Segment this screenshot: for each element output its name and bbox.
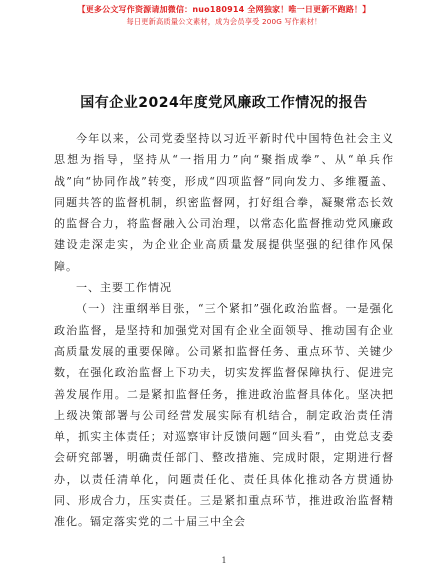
document-title: 国有企业2024年度党风廉政工作情况的报告	[80, 95, 368, 111]
promo-banner	[0, 4, 448, 27]
document-body	[54, 128, 394, 533]
promo-banner-line2: 每日更新高质量公文素材，成为会员享受 200G 写作素材！	[126, 17, 322, 26]
section-heading: 一、主要工作情况	[76, 281, 172, 295]
body-paragraph: （一）注重纲举目张，“三个紧扣”强化政治监督。一是强化政治监督，是坚持和加强党对国有企业全面领导、推动国有企业高质量发展的重要保障。公司紧扣监督任务、重点环节、关键少数，在强化政治监督上下功夫，切实发挥监督保障执行、促进完善发展作用。二是紧扣监督任务，推进政治监督具体化。坚决把上级决策部署与公司经营发展实际有机结合，制定政治责任清单，抓实主体责任；对巡察审计反馈问题“回头看”，由党总支委会研究部署，明确责任部门、整改措施、完成时限，定期进行督办，以责任清单化，问题责任化、责任具体化推动各方贯通协同、形成合力，压实责任。三是紧扣重点环节，推进政治监督精准化。镉定落实党的二十届三中全会	[54, 302, 394, 529]
intro-paragraph: 今年以来，公司党委坚持以习近平新时代中国特色社会主义思想为指导，坚持从“一指用力”向“聚指成拳”、从“单兵作战”向“协同作战”转变，形成“四项监督”同向发力、多维覆盖、同题共答的监督机制，织密监督网，打好组合拳，凝聚常态长效的监督合力，将监督融入公司治理，以常态化监督推动党风廉政建设走深走实，为企业企业高质量发展提供坚强的纪律作风保障。	[54, 132, 394, 273]
promo-banner-line1: 【更多公文写作资源请加微信：nuo180914 全网独家！唯一日更新不跑路！】	[77, 5, 371, 14]
page-number: 1	[221, 556, 227, 565]
